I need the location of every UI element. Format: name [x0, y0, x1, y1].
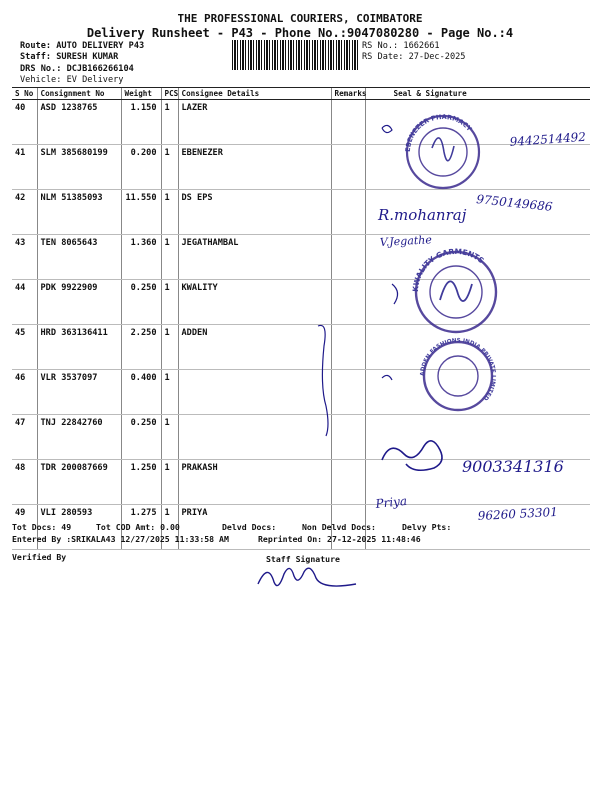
table-row	[12, 370, 590, 415]
handwritten-name-1: R.mohanraj	[378, 206, 467, 224]
row-consignee: PRIYA	[178, 505, 331, 550]
table-row	[12, 145, 590, 190]
delivery-points: Delvy Pts:	[402, 522, 452, 532]
row-weight: 0.400	[121, 370, 161, 415]
ebenezer-stamp-text: EBENEZER PHARMACY	[403, 112, 474, 153]
row-sno: 45	[12, 325, 37, 370]
row-consignee: PRAKASH	[178, 460, 331, 505]
row-remarks	[331, 370, 365, 415]
row-sno: 48	[12, 460, 37, 505]
row-consignment: NLM 51385093	[37, 190, 121, 235]
verified-by-label: Verified By	[12, 552, 67, 562]
col-seal: Seal & Signature	[365, 88, 590, 100]
row-seal	[365, 370, 590, 415]
runsheet-table	[12, 87, 590, 550]
row-sno: 47	[12, 415, 37, 460]
row-sno: 40	[12, 100, 37, 145]
row-consignment: TNJ 22842760	[37, 415, 121, 460]
table-row	[12, 190, 590, 235]
kwality-stamp-text: KWALITY GARMENTS	[410, 246, 486, 293]
company-title: THE PROFESSIONAL COURIERS, COIMBATORE	[177, 12, 423, 25]
row-weight: 11.550	[121, 190, 161, 235]
row-remarks	[331, 280, 365, 325]
row-pcs: 1	[161, 280, 178, 325]
row-sno: 42	[12, 190, 37, 235]
row-remarks	[331, 325, 365, 370]
entered-by: Entered By :SRIKALA43 12/27/2025 11:33:58 AM	[12, 534, 229, 544]
row-pcs: 1	[161, 100, 178, 145]
row-pcs: 1	[161, 505, 178, 550]
row-seal	[365, 325, 590, 370]
row-consignee	[178, 370, 331, 415]
table-row	[12, 280, 590, 325]
row-consignment: SLM 385680199	[37, 145, 121, 190]
row-consignment: TEN 8065643	[37, 235, 121, 280]
row-pcs: 1	[161, 325, 178, 370]
col-consignee: Consignee Details	[178, 88, 331, 100]
delivered-docs: Delvd Docs:	[222, 522, 277, 532]
row-sno: 41	[12, 145, 37, 190]
col-consignment: Consignment No	[37, 88, 121, 100]
row-remarks	[331, 235, 365, 280]
handwritten-name-3: Priya	[374, 493, 408, 511]
row-weight: 0.200	[121, 145, 161, 190]
row-consignee: EBENEZER	[178, 145, 331, 190]
row-sno: 49	[12, 505, 37, 550]
table-row	[12, 460, 590, 505]
row-consignment: TDR 200087669	[37, 460, 121, 505]
handwritten-phone-2: 9750149686	[475, 192, 554, 214]
drs-label: DRS No.: DCJB166266104	[20, 64, 134, 74]
row-consignee	[178, 415, 331, 460]
vehicle-label: Vehicle: EV Delivery	[20, 75, 124, 85]
staff-signature-label: Staff Signature	[266, 554, 340, 564]
row-weight: 1.275	[121, 505, 161, 550]
row-consignment: VLR 3537097	[37, 370, 121, 415]
table-header	[12, 88, 590, 100]
row-consignment: HRD 363136411	[37, 325, 121, 370]
adden-stamp-text: ADDEN FASHIONS INDIA PRIVATE LIMITED	[419, 337, 497, 402]
row-remarks	[331, 415, 365, 460]
col-remarks: Remarks	[331, 88, 365, 100]
table-row	[12, 415, 590, 460]
row-consignment: PDK 9922909	[37, 280, 121, 325]
row-consignee: DS EPS	[178, 190, 331, 235]
row-seal	[365, 280, 590, 325]
non-delivered-docs: Non Delvd Docs:	[302, 522, 376, 532]
barcode	[232, 40, 358, 70]
row-consignment: ASD 1238765	[37, 100, 121, 145]
row-remarks	[331, 145, 365, 190]
staff-signature	[258, 568, 356, 586]
row-sno: 43	[12, 235, 37, 280]
row-seal	[365, 460, 590, 505]
row-weight: 1.150	[121, 100, 161, 145]
row-remarks	[331, 190, 365, 235]
col-weight: Weight	[121, 88, 161, 100]
handwritten-name-2: V.Jegathe	[379, 233, 433, 249]
table-row	[12, 100, 590, 145]
row-pcs: 1	[161, 145, 178, 190]
row-weight: 0.250	[121, 280, 161, 325]
row-consignee: JEGATHAMBAL	[178, 235, 331, 280]
row-consignee: LAZER	[178, 100, 331, 145]
row-seal	[365, 100, 590, 145]
reprinted-on: Reprinted On: 27-12-2025 11:48:46	[258, 534, 421, 544]
row-sno: 46	[12, 370, 37, 415]
rs-date: RS Date: 27-Dec-2025	[362, 52, 466, 62]
handwritten-phone-3: 9003341316	[462, 457, 564, 476]
row-weight: 1.250	[121, 460, 161, 505]
row-pcs: 1	[161, 460, 178, 505]
runsheet-subtitle: Delivery Runsheet - P43 - Phone No.:9047080280 - Page No.:4	[86, 26, 514, 40]
row-consignee: ADDEN	[178, 325, 331, 370]
row-pcs: 1	[161, 370, 178, 415]
row-remarks	[331, 100, 365, 145]
row-seal	[365, 190, 590, 235]
table-row	[12, 235, 590, 280]
col-pcs: PCS	[161, 88, 178, 100]
route-label: Route: AUTO DELIVERY P43	[20, 41, 145, 51]
row-weight: 1.360	[121, 235, 161, 280]
row-consignee: KWALITY	[178, 280, 331, 325]
handwritten-phone-1: 9442514492	[509, 129, 587, 149]
row-weight: 2.250	[121, 325, 161, 370]
total-docs: Tot Docs: 49	[12, 522, 72, 532]
staff-label: Staff: SURESH KUMAR	[20, 52, 119, 62]
row-seal	[365, 235, 590, 280]
rs-number: RS No.: 1662661	[362, 41, 440, 51]
table-row	[12, 325, 590, 370]
row-seal	[365, 415, 590, 460]
handwritten-phone-4: 96260 53301	[477, 504, 559, 523]
row-remarks	[331, 460, 365, 505]
total-cod: Tot COD Amt: 0.00	[96, 522, 180, 532]
row-seal	[365, 145, 590, 190]
col-sno: S No	[12, 88, 37, 100]
row-pcs: 1	[161, 190, 178, 235]
row-sno: 44	[12, 280, 37, 325]
row-pcs: 1	[161, 235, 178, 280]
row-weight: 0.250	[121, 415, 161, 460]
row-consignment: VLI 280593	[37, 505, 121, 550]
row-pcs: 1	[161, 415, 178, 460]
